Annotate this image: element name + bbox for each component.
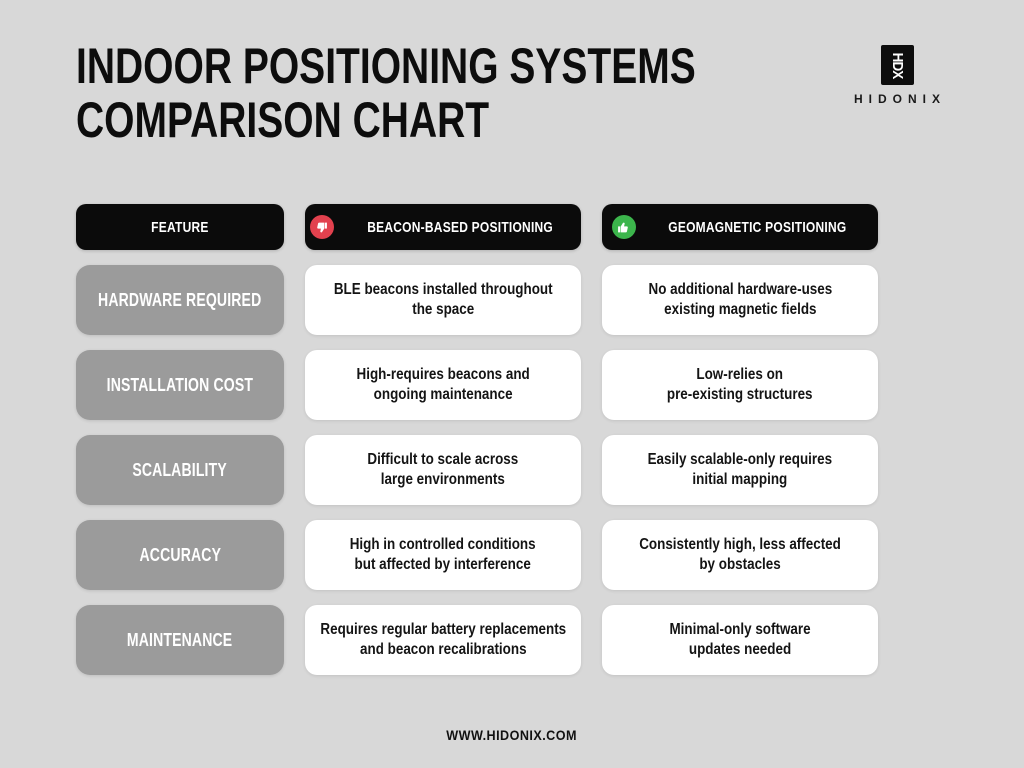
beacon-value-text: High-requires beacons and ongoing maintenance xyxy=(356,366,530,403)
beacon-value-cell xyxy=(305,435,581,505)
geomagnetic-value-text: Low-relies on pre-existing structures xyxy=(667,366,813,403)
page-title-line-1: INDOOR POSITIONING SYSTEMS xyxy=(76,38,696,94)
feature-cell xyxy=(76,605,284,675)
feature-label: HARDWARE REQUIRED xyxy=(98,289,262,310)
column-header-geomagnetic xyxy=(602,204,878,250)
geomagnetic-value-cell xyxy=(602,265,878,335)
geomagnetic-value-text: No additional hardware-uses existing magnetic fields xyxy=(648,281,832,318)
hidonix-wordmark: HIDONIX xyxy=(853,92,946,106)
comparison-table xyxy=(76,204,878,675)
thumbs-up-icon xyxy=(612,215,636,239)
beacon-value-cell xyxy=(305,520,581,590)
brand-logo xyxy=(837,45,957,106)
geomagnetic-value-text: Minimal-only software updates needed xyxy=(669,621,811,658)
beacon-value-text: Difficult to scale across large environments xyxy=(367,451,519,488)
column-header-feature xyxy=(76,204,284,250)
feature-label: INSTALLATION COST xyxy=(106,374,254,395)
feature-cell xyxy=(76,435,284,505)
beacon-value-cell xyxy=(305,350,581,420)
geomagnetic-value-cell xyxy=(602,435,878,505)
geomagnetic-value-text: Easily scalable-only requires initial mapping xyxy=(647,451,833,488)
page-title xyxy=(76,39,696,147)
feature-label: SCALABILITY xyxy=(132,459,228,480)
feature-label: ACCURACY xyxy=(139,544,221,565)
logo-mark-text: HDX xyxy=(888,52,906,78)
feature-label: MAINTENANCE xyxy=(127,629,233,650)
thumbs-down-icon xyxy=(310,215,334,239)
column-header-beacon xyxy=(305,204,581,250)
column-header-beacon-label: BEACON-BASED POSITIONING xyxy=(367,218,553,236)
geomagnetic-value-cell xyxy=(602,350,878,420)
feature-cell xyxy=(76,350,284,420)
column-header-geomagnetic-label: GEOMAGNETIC POSITIONING xyxy=(667,218,847,236)
geomagnetic-value-cell xyxy=(602,605,878,675)
beacon-value-text: Requires regular battery replacements and beacon recalibrations xyxy=(320,621,566,658)
feature-cell xyxy=(76,520,284,590)
feature-cell xyxy=(76,265,284,335)
beacon-value-text: BLE beacons installed throughout the space xyxy=(333,281,553,318)
geomagnetic-value-text: Consistently high, less affected by obstacles xyxy=(639,536,841,573)
footer xyxy=(0,727,1024,745)
column-header-feature-label: FEATURE xyxy=(151,218,209,236)
geomagnetic-value-cell xyxy=(602,520,878,590)
beacon-value-cell xyxy=(305,605,581,675)
website-url: WWW.HIDONIX.COM xyxy=(446,727,578,743)
beacon-value-text: High in controlled conditions but affected by interference xyxy=(350,536,536,573)
hidonix-logo-icon xyxy=(881,45,914,85)
beacon-value-cell xyxy=(305,265,581,335)
page-title-line-2: COMPARISON CHART xyxy=(76,92,490,148)
